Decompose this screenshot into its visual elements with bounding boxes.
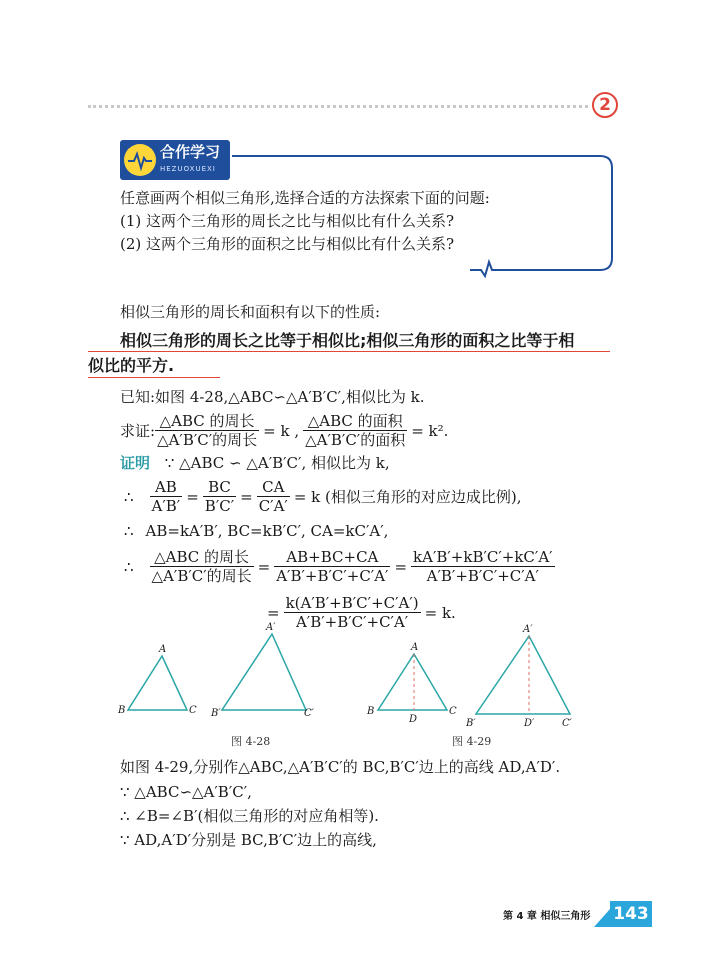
proof-text-1: ∵ △ABC ∽ △A′B′C′, 相似比为 k, [164, 454, 390, 472]
fraction-numerator: CA [257, 478, 290, 497]
section-number: 2 [592, 92, 618, 118]
fraction-numerator: △ABC 的面积 [303, 412, 407, 431]
footer-chapter: 第 4 章 相似三角形 [503, 911, 591, 922]
proof-tail-2: = k (相似三角形的对应边成比例), [293, 488, 522, 506]
after-line-1: 如图 4-29,分别作△ABC,△A′B′C′的 BC,B′C′边上的高线 AD,A′D′. [120, 758, 561, 776]
fraction-denominator: B′C′ [204, 497, 235, 515]
fraction-numerator: AB [150, 478, 183, 497]
activity-question-2: (2) 这两个三角形的面积之比与相似比有什么关系? [120, 235, 455, 253]
badge-title: 合作学习 [160, 143, 221, 161]
fraction-numerator: k(A′B′+B′C′+C′A′) [285, 594, 419, 612]
after-line-3: ∴ ∠B=∠B′(相似三角形的对应角相等). [120, 807, 379, 825]
triangle-apbpcp-fig29 [476, 636, 570, 714]
label-ap-29: A′ [523, 624, 533, 635]
page-number: 143 [610, 901, 652, 927]
therefore-symbol: ∴ [124, 557, 134, 576]
theorem-line-1: 相似三角形的周长之比等于相似比;相似三角形的面积之比等于相 [120, 331, 575, 350]
fraction-numerator: △ABC 的周长 [150, 548, 254, 567]
fraction-numerator: BC [203, 478, 236, 497]
label-b-28: B [118, 705, 126, 716]
triangle-abc-fig29 [378, 654, 447, 710]
theorem-line-2: 似比的平方. [88, 356, 175, 375]
label-c-29: C [449, 706, 457, 717]
triangle-apbpcp-fig28 [222, 634, 306, 710]
label-bp-29: B′ [466, 718, 476, 729]
label-a-28: A [159, 644, 167, 655]
fraction-numerator: kA′B′+kB′C′+kC′A′ [413, 548, 553, 566]
equals-sign: = [240, 487, 253, 506]
label-a-29: A [411, 642, 419, 653]
fraction-denominator: A′B′ [151, 497, 181, 515]
proof-label: 证明 [120, 454, 151, 472]
fraction-denominator: A′B′+B′C′+C′A′ [295, 613, 409, 631]
fraction-numerator: AB+BC+CA [274, 548, 390, 567]
given-text: 已知:如图 4-28,△ABC∽△A′B′C′,相似比为 k. [120, 388, 425, 406]
fraction-denominator: C′A′ [258, 497, 288, 515]
label-ap-28: A′ [266, 622, 276, 633]
label-bp-28: B′ [211, 708, 221, 719]
proof-tail-5: = k. [424, 603, 456, 622]
therefore-symbol: ∴ [124, 522, 134, 540]
label-c-28: C [189, 705, 197, 716]
after-line-4: ∵ AD,A′D′分别是 BC,B′C′边上的高线, [120, 831, 377, 849]
fraction-denominator: △A′B′C′的周长 [151, 567, 252, 585]
fraction-denominator: △A′B′C′的面积 [305, 431, 406, 449]
equals-sign: = [394, 557, 408, 576]
prove-eq-1: = k , [263, 421, 300, 440]
proof-text-3: AB=kA′B′, BC=kB′C′, CA=kC′A′, [145, 522, 389, 540]
label-b-29: B [367, 706, 375, 717]
label-cp-29: C′ [562, 718, 572, 729]
fig-28-caption: 图 4-28 [231, 735, 271, 748]
fraction-numerator: △ABC 的周长 [155, 412, 259, 431]
label-cp-28: C′ [304, 708, 314, 719]
prove-eq-2: = k². [411, 421, 449, 440]
after-line-2: ∵ △ABC∽△A′B′C′, [120, 783, 252, 801]
label-d-29: D [409, 714, 418, 725]
therefore-symbol: ∴ [124, 487, 134, 506]
prove-label: 求证: [120, 422, 156, 440]
badge-subtitle: HEZUOXUEXI [160, 165, 216, 173]
equals-sign: = [257, 557, 271, 576]
equals-sign: = [186, 487, 199, 506]
triangle-abc-fig28 [128, 656, 187, 710]
fraction-denominator: A′B′+B′C′+C′A′ [426, 567, 539, 585]
fraction-denominator: A′B′+B′C′+C′A′ [276, 567, 389, 585]
label-dp-29: D′ [524, 718, 535, 729]
activity-prompt: 任意画两个相似三角形,选择合适的方法探索下面的问题: [120, 189, 490, 207]
fig-29-caption: 图 4-29 [452, 735, 492, 748]
equals-sign: = [267, 603, 280, 622]
activity-question-1: (1) 这两个三角形的周长之比与相似比有什么关系? [120, 212, 455, 230]
intro-text: 相似三角形的周长和面积有以下的性质: [120, 303, 381, 321]
fraction-denominator: △A′B′C′的周长 [157, 431, 258, 449]
